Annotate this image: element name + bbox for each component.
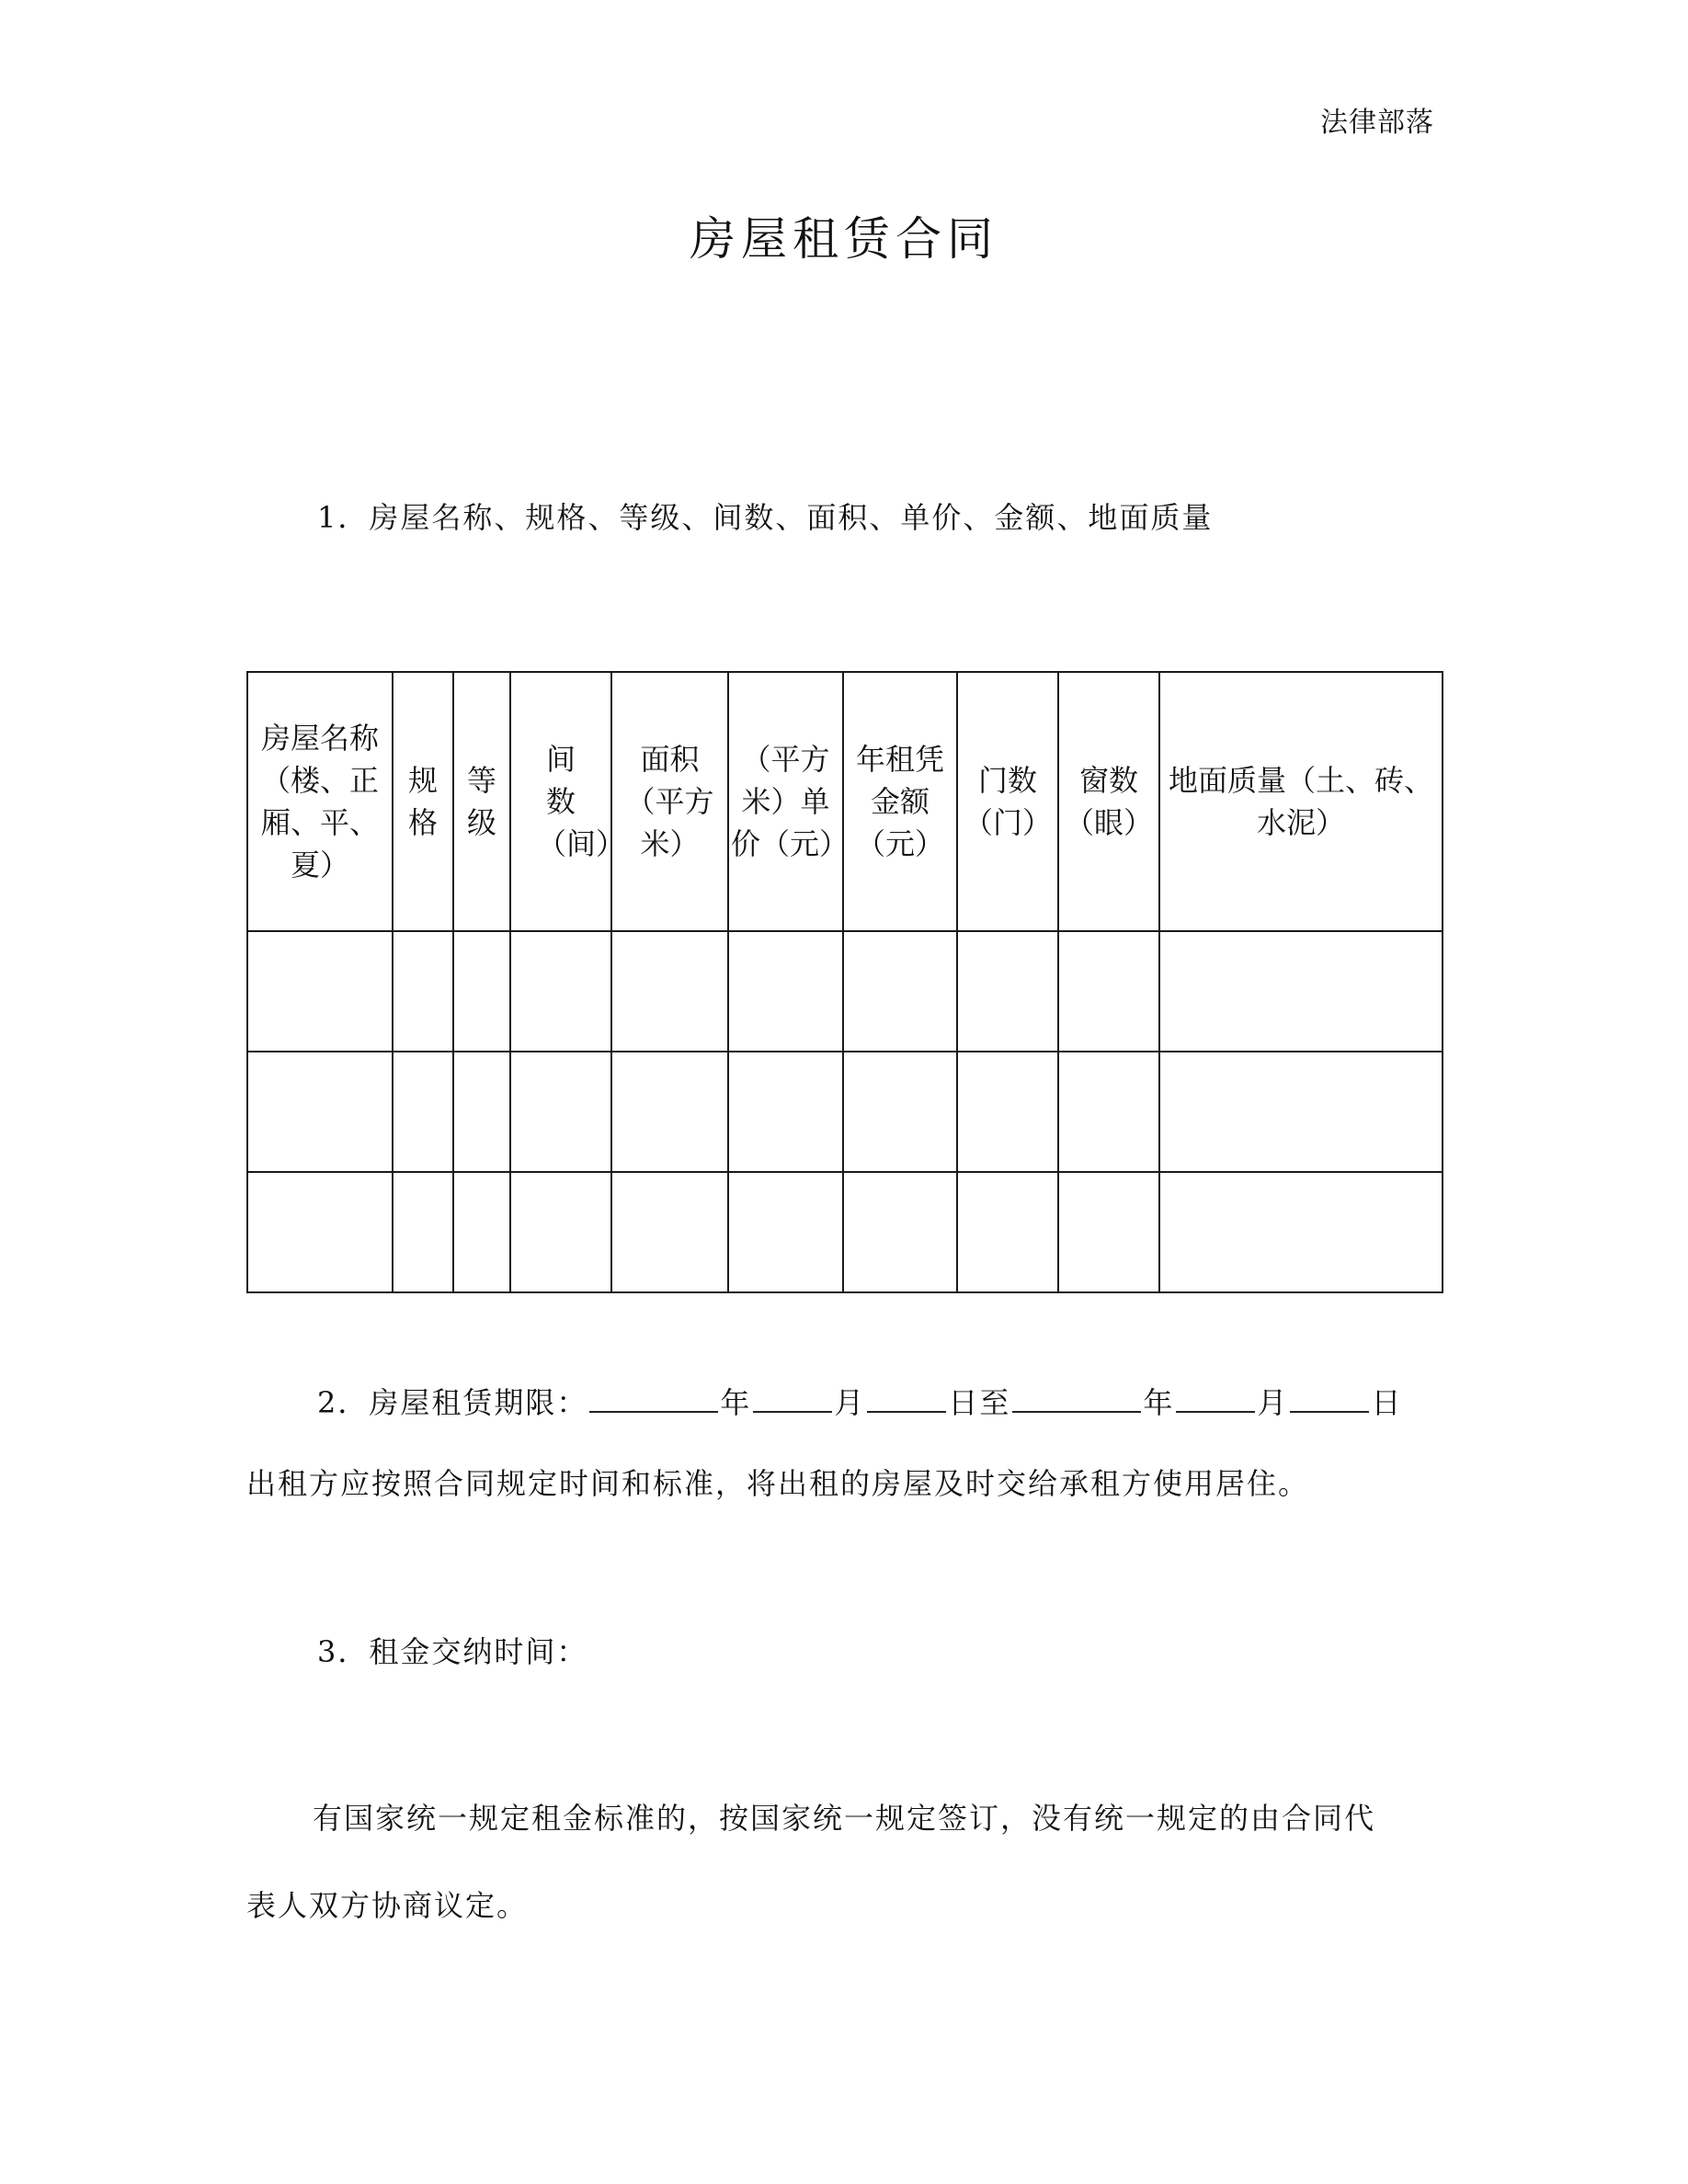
col-header-area [611,672,728,931]
table-row [247,1172,1443,1292]
document-title: 房屋租赁合同 [690,212,998,266]
col-header-label: 年租凭金额（元） [855,742,944,861]
table-cell[interactable] [510,931,611,1052]
lease-term-label: 2．房屋租赁期限： [317,1385,588,1420]
table-cell[interactable] [453,1172,510,1292]
property-table [246,671,1443,1293]
table-cell[interactable] [611,1052,728,1172]
col-header-label: 窗数（眼） [1064,763,1153,840]
col-header-doors [957,672,1058,931]
table-cell[interactable] [453,931,510,1052]
table-cell[interactable] [843,1052,957,1172]
table-cell[interactable] [247,931,393,1052]
end-day-blank[interactable] [1290,1383,1369,1413]
year-label: 年 [1143,1385,1175,1420]
table-cell[interactable] [843,931,957,1052]
col-header-spec [393,672,453,931]
section-3-heading: 3．租金交纳时间： [317,1634,588,1669]
col-header-label: 等级 [466,763,496,840]
table-row [247,1052,1443,1172]
table-cell[interactable] [957,1172,1058,1292]
table-cell[interactable] [611,931,728,1052]
col-header-grade [453,672,510,931]
section-1-heading: 1．房屋名称、规格、等级、间数、面积、单价、金额、地面质量 [317,500,1214,535]
month-label: 月 [834,1385,866,1420]
table-cell[interactable] [247,1172,393,1292]
table-header-row [247,672,1443,931]
col-header-floor-quality [1159,672,1443,931]
col-header-label: （平方米）单价（元） [731,742,850,861]
table-row [247,931,1443,1052]
table-cell[interactable] [1159,931,1443,1052]
table-cell[interactable] [843,1172,957,1292]
table-cell[interactable] [1058,1172,1159,1292]
table-cell[interactable] [728,931,843,1052]
end-year-blank[interactable] [1012,1383,1141,1413]
start-month-blank[interactable] [753,1383,832,1413]
col-header-label: 门数（门） [963,763,1052,840]
table-cell[interactable] [1159,1172,1443,1292]
col-header-label: 间数（间） [537,742,626,861]
year-label: 年 [720,1385,752,1420]
table-cell[interactable] [393,1172,453,1292]
table-cell[interactable] [510,1052,611,1172]
table-cell[interactable] [957,931,1058,1052]
table-cell[interactable] [393,1052,453,1172]
brand-header: 法律部落 [1320,107,1434,139]
col-header-label: 房屋名称（楼、正厢、平、夏） [260,721,379,882]
table-cell[interactable] [393,931,453,1052]
table-cell[interactable] [1058,931,1159,1052]
table-cell[interactable] [247,1052,393,1172]
col-header-rooms [510,672,626,931]
section-3-paragraph-line-1: 有国家统一规定租金标准的，按国家统一规定签订，没有统一规定的由合同代 [313,1801,1376,1836]
start-day-blank[interactable] [867,1383,946,1413]
col-header-unit-price [728,672,850,931]
start-year-blank[interactable] [589,1383,718,1413]
col-header-windows [1058,672,1159,931]
day-label: 日 [1371,1385,1403,1420]
table-cell[interactable] [1159,1052,1443,1172]
day-to-label: 日至 [948,1385,1011,1420]
col-header-label: 面积（平方米） [625,742,714,861]
section-2-lease-term [317,1383,1402,1421]
end-month-blank[interactable] [1176,1383,1255,1413]
table-cell[interactable] [728,1052,843,1172]
table-cell[interactable] [957,1052,1058,1172]
table-cell[interactable] [728,1172,843,1292]
col-header-label: 地面质量（土、砖、水泥） [1168,763,1433,840]
table-cell[interactable] [1058,1052,1159,1172]
col-header-label: 规格 [407,763,438,840]
table-cell[interactable] [510,1172,611,1292]
col-header-house-name [247,672,393,931]
table-cell[interactable] [611,1172,728,1292]
col-header-annual-rent [843,672,957,931]
section-2-continuation: 出租方应按照合同规定时间和标准，将出租的房屋及时交给承租方使用居住。 [246,1466,1310,1501]
section-3-paragraph-line-2: 表人双方协商议定。 [246,1888,529,1923]
month-label: 月 [1257,1385,1289,1420]
table-cell[interactable] [453,1052,510,1172]
